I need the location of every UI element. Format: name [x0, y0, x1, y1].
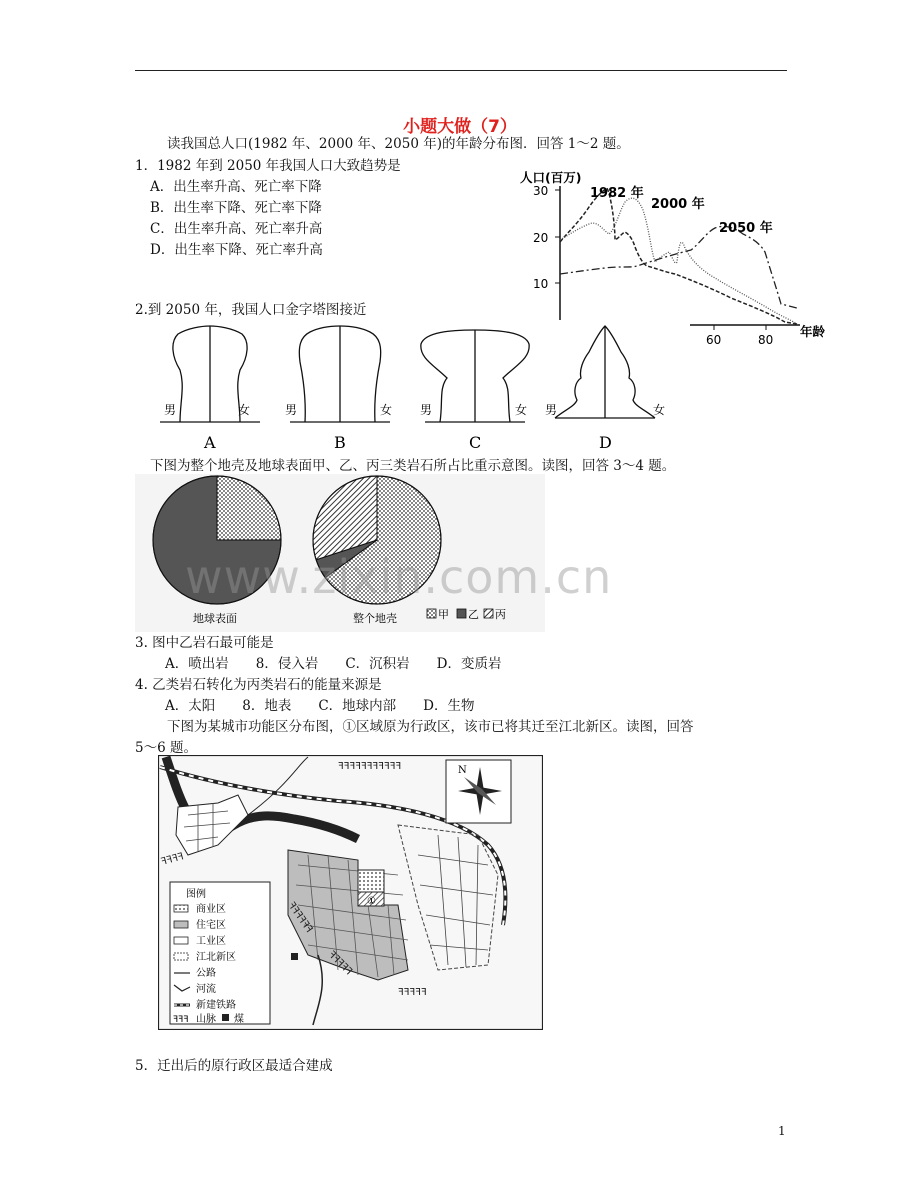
svg-text:ꟻꟻꟻꟻꟻꟻ: ꟻꟻꟻꟻꟻꟻ: [285, 900, 315, 935]
svg-text:ꟻꟻꟻ: ꟻꟻꟻ: [173, 1015, 189, 1025]
x-tick-label: 80: [758, 333, 774, 347]
y-tick-label: 10: [533, 277, 549, 291]
map-legend: [170, 882, 270, 1025]
pyramid-a-female: 女: [238, 403, 251, 417]
pyramid-c-female: 女: [515, 403, 528, 417]
legend-railway: 新建铁路: [196, 1000, 236, 1011]
coal-marker: [291, 953, 298, 960]
question-1-option-a: A．出生率升高、死亡率下降: [150, 179, 322, 195]
question-1-stem: 1．1982 年到 2050 年我国人口大致趋势是: [135, 158, 401, 174]
series-2050-line: [560, 226, 797, 308]
question-3-stem: 3. 图中乙岩石最可能是: [135, 635, 274, 651]
pyramid-b-female: 女: [380, 403, 393, 417]
question-1-option-c: C．出生率升高、死亡率升高: [150, 221, 323, 237]
pyramid-options: [150, 322, 690, 456]
question-2-stem: 2.到 2050 年，我国人口金字塔图接近: [135, 302, 367, 318]
pyramid-d-female: 女: [653, 403, 666, 417]
svg-text:ꟻꟻꟻꟻ: ꟻꟻꟻꟻ: [159, 851, 186, 868]
pie-earth-surface-label: 地球表面: [193, 612, 237, 625]
legend-commercial: 商业区: [196, 904, 226, 915]
svg-text:ꟻꟻꟻꟻꟻ: ꟻꟻꟻꟻꟻ: [398, 987, 427, 998]
intro-population: 读我国总人口(1982 年、2000 年、2050 年)的年龄分布图．回答 1～2 题。: [167, 136, 630, 152]
svg-text:ꟻꟻꟻꟻꟻꟻꟻꟻꟻꟻꟻ: ꟻꟻꟻꟻꟻꟻꟻꟻꟻꟻꟻ: [338, 761, 402, 772]
pyramid-b-male: 男: [285, 403, 298, 417]
question-1-option-d: D．出生率下降、死亡率升高: [150, 242, 323, 258]
svg-text:N: N: [458, 765, 467, 776]
question-3-options: A．喷出岩 8．侵入岩 C．沉积岩 D．变质岩: [165, 656, 502, 672]
legend-jia: 甲: [438, 608, 449, 621]
svg-text:ꟻꟻꟻꟻꟻ: ꟻꟻꟻꟻꟻ: [325, 949, 354, 978]
label-1982: 1982 年: [590, 186, 644, 201]
pyramid-d-male: 男: [545, 403, 558, 417]
question-1-option-b: B．出生率下降、死亡率下降: [150, 200, 322, 216]
pie-whole-crust-label: 整个地壳: [353, 612, 397, 625]
legend-road: 公路: [196, 968, 216, 979]
intro-rocks: 下图为整个地壳及地球表面甲、乙、丙三类岩石所占比重示意图。读图，回答 3～4 题。: [150, 458, 676, 474]
y-tick-label: 30: [533, 184, 549, 198]
chart-ylabel: 人口(百万): [520, 170, 582, 185]
pyramid-b: [285, 326, 392, 452]
chart-xlabel: 年龄: [800, 324, 826, 339]
pyramid-a: [160, 326, 260, 452]
series-2000-line: [560, 198, 797, 324]
legend-swatch-jia: [427, 609, 436, 618]
population-age-chart: [515, 162, 835, 348]
legend-coal: 煤: [234, 1014, 244, 1025]
legend-swatch-bing: [484, 609, 493, 618]
intro-city-line1: 下图为某城市功能区分布图，①区域原为行政区，该市已将其迁至江北新区。读图，回答: [167, 719, 694, 735]
legend-title: 图例: [186, 889, 206, 900]
question-5-stem: 5．迁出后的原行政区最适合建成: [135, 1058, 333, 1074]
intro-city-line2: 5～6 题。: [135, 740, 197, 756]
legend-mountain: 山脉: [196, 1014, 216, 1025]
question-4-options: A．太阳 8．地表 C．地球内部 D．生物: [165, 698, 475, 714]
label-2050: 2050 年: [719, 221, 773, 236]
label-2000: 2000 年: [651, 197, 705, 212]
page-title: 小题大做（7）: [403, 117, 517, 137]
pyramid-d: [545, 326, 665, 452]
pyramid-c: [420, 330, 529, 452]
pyramid-d-label: D: [599, 433, 612, 452]
y-tick-label: 20: [533, 231, 549, 245]
legend-industrial: 工业区: [196, 936, 226, 947]
legend-new-district: 江北新区: [196, 952, 236, 963]
pyramid-a-male: 男: [164, 403, 177, 417]
header-rule: [135, 70, 787, 71]
legend-river: 河流: [196, 984, 216, 995]
watermark: www.zixin.com.cn: [185, 550, 613, 604]
legend-residential: 住宅区: [196, 920, 226, 931]
pyramid-c-label: C: [469, 433, 482, 452]
commercial-zone: [358, 870, 384, 892]
city-function-map: [158, 755, 543, 1030]
legend-swatch-yi: [457, 609, 466, 618]
pyramid-b-label: B: [334, 433, 346, 452]
legend-bing: 丙: [495, 608, 506, 621]
question-4-stem: 4. 乙类岩石转化为丙类岩石的能量来源是: [135, 677, 382, 693]
north-arrow-icon: [446, 760, 511, 823]
pyramid-a-label: A: [204, 433, 216, 452]
x-tick-label: 60: [706, 333, 722, 347]
page-number: 1: [778, 1124, 786, 1138]
pyramid-c-male: 男: [420, 403, 433, 417]
area-1-mark: ①: [367, 896, 376, 907]
legend-yi: 乙: [468, 608, 479, 621]
